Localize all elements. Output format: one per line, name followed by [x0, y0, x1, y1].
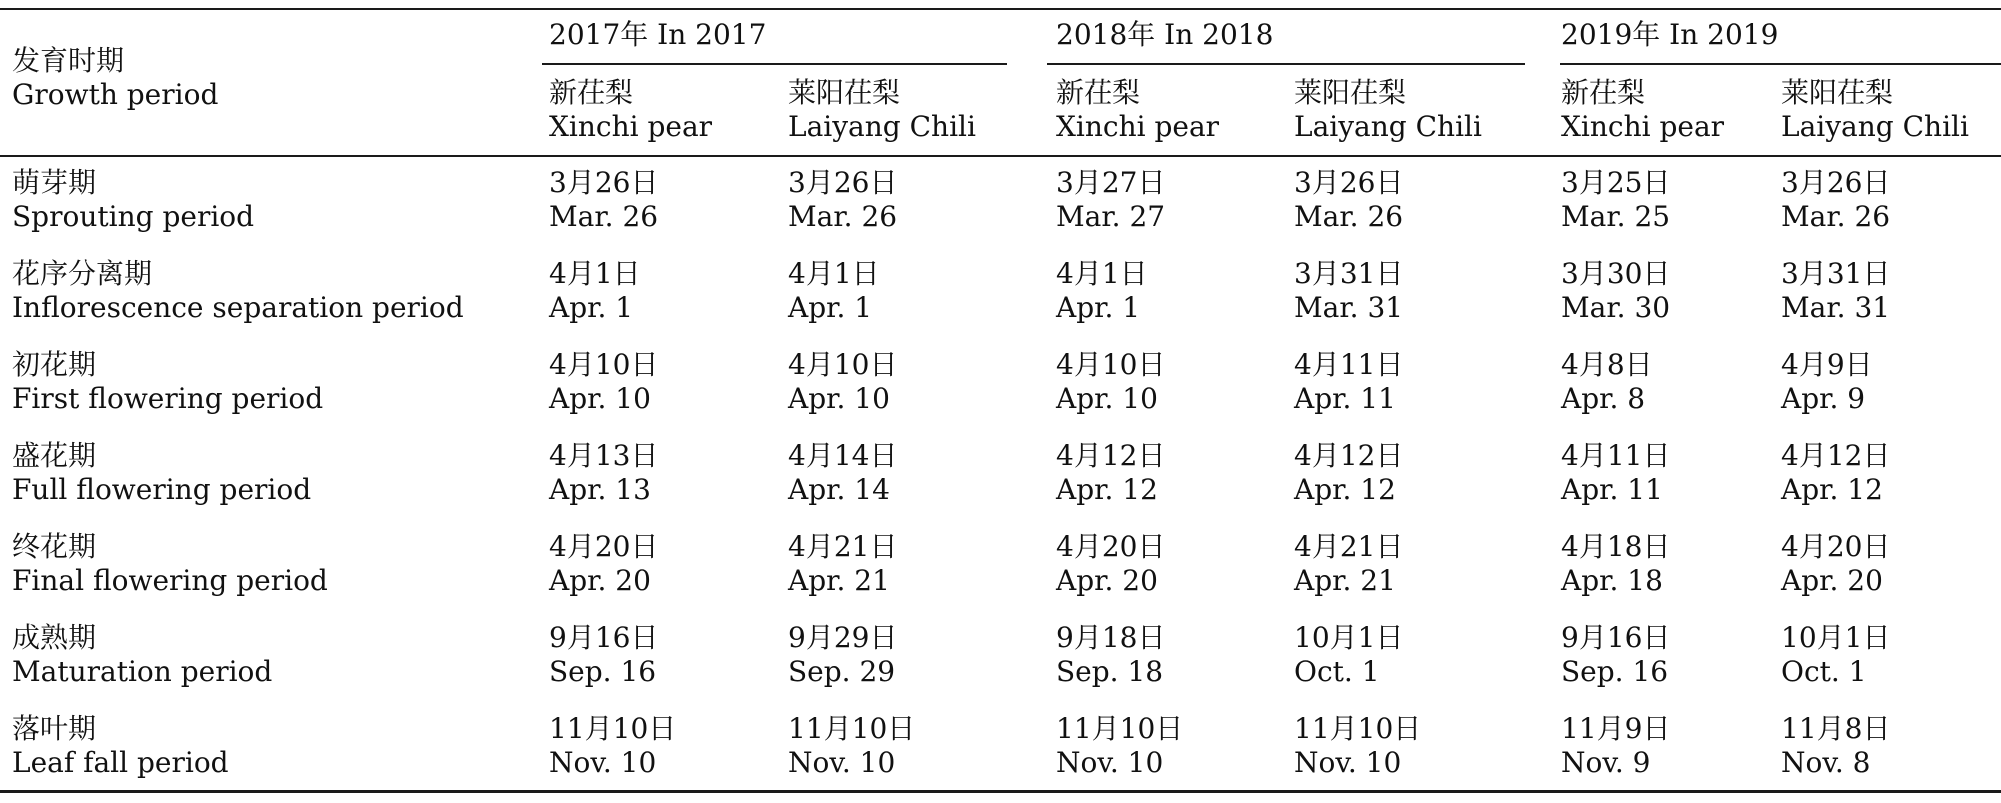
date-cell	[549, 712, 676, 780]
date-cell	[549, 257, 641, 325]
date-zh: 3月26日	[549, 166, 659, 199]
date-cell	[1781, 621, 1890, 689]
date-en: Nov. 9	[1561, 746, 1651, 779]
date-cell	[1294, 166, 1403, 234]
date-cell	[788, 621, 897, 689]
year-2017-header: 2017年 In 2017	[549, 18, 767, 51]
cultivar-header-2017-xinchi	[549, 76, 712, 144]
date-zh: 3月25日	[1561, 166, 1671, 199]
date-en: Apr. 18	[1561, 564, 1663, 597]
growth-period-header-zh: 发育时期	[12, 44, 125, 77]
date-en: Nov. 10	[1056, 746, 1164, 779]
date-cell	[788, 530, 897, 598]
date-en: Mar. 30	[1561, 291, 1671, 324]
date-en: Apr. 14	[788, 473, 890, 506]
period-label-en: Sprouting period	[12, 200, 255, 233]
year-2018-header: 2018年 In 2018	[1056, 18, 1274, 51]
cultivar-header-en: Laiyang Chili	[1781, 110, 1969, 143]
date-zh: 3月26日	[1781, 166, 1891, 199]
date-zh: 4月21日	[1294, 530, 1404, 563]
date-en: Apr. 1	[1056, 291, 1141, 324]
date-en: Mar. 25	[1561, 200, 1671, 233]
cultivar-header-2018-laiyang	[1294, 76, 1482, 144]
date-en: Apr. 20	[1056, 564, 1158, 597]
date-zh: 11月9日	[1561, 712, 1671, 745]
date-cell	[1561, 712, 1670, 780]
date-cell	[549, 348, 658, 416]
date-zh: 4月14日	[788, 439, 898, 472]
period-label-en: Inflorescence separation period	[12, 291, 464, 324]
date-cell	[1056, 257, 1148, 325]
date-cell	[788, 348, 897, 416]
date-cell	[1294, 621, 1403, 689]
date-zh: 3月31日	[1294, 257, 1404, 290]
table-row-final-flowering-label	[12, 530, 328, 598]
table-top-rule	[0, 8, 2001, 10]
date-cell	[1561, 530, 1670, 598]
period-label-zh: 萌芽期	[12, 166, 97, 199]
table-row-full-flowering-label	[12, 439, 311, 507]
cultivar-header-zh: 新茌梨	[549, 76, 634, 109]
table-row-inflorescence-label	[12, 257, 464, 325]
date-en: Mar. 31	[1781, 291, 1891, 324]
cultivar-header-2018-xinchi	[1056, 76, 1219, 144]
date-zh: 4月1日	[788, 257, 880, 290]
date-cell	[1781, 348, 1873, 416]
date-en: Apr. 10	[549, 382, 651, 415]
date-cell	[1294, 439, 1403, 507]
date-cell	[1781, 530, 1890, 598]
date-en: Oct. 1	[1294, 655, 1380, 688]
date-cell	[1561, 439, 1670, 507]
date-cell	[1561, 621, 1670, 689]
date-cell	[788, 166, 897, 234]
cultivar-header-zh: 莱阳茌梨	[1294, 76, 1407, 109]
cultivar-header-2017-laiyang	[788, 76, 976, 144]
date-en: Apr. 9	[1781, 382, 1866, 415]
date-zh: 10月1日	[1294, 621, 1404, 654]
date-en: Apr. 12	[1781, 473, 1883, 506]
growth-period-header-en: Growth period	[12, 78, 219, 111]
period-label-zh: 成熟期	[12, 621, 97, 654]
date-zh: 4月18日	[1561, 530, 1671, 563]
date-zh: 3月31日	[1781, 257, 1891, 290]
date-zh: 4月11日	[1561, 439, 1671, 472]
date-cell	[788, 712, 915, 780]
date-en: Nov. 10	[549, 746, 657, 779]
date-zh: 4月1日	[549, 257, 641, 290]
date-zh: 4月12日	[1294, 439, 1404, 472]
date-en: Apr. 20	[549, 564, 651, 597]
date-cell	[1781, 439, 1890, 507]
date-zh: 11月10日	[549, 712, 677, 745]
cultivar-header-zh: 新茌梨	[1056, 76, 1141, 109]
date-cell	[1561, 257, 1670, 325]
date-zh: 11月10日	[788, 712, 916, 745]
table-row-maturation-label	[12, 621, 272, 689]
growth-period-header	[12, 44, 218, 112]
date-zh: 4月11日	[1294, 348, 1404, 381]
period-label-zh: 落叶期	[12, 712, 97, 745]
date-en: Apr. 20	[1781, 564, 1883, 597]
cultivar-header-en: Laiyang Chili	[788, 110, 976, 143]
date-en: Apr. 1	[788, 291, 873, 324]
date-en: Mar. 27	[1056, 200, 1166, 233]
date-en: Mar. 31	[1294, 291, 1404, 324]
date-en: Nov. 8	[1781, 746, 1871, 779]
date-cell	[1561, 166, 1670, 234]
date-en: Mar. 26	[1294, 200, 1404, 233]
header-bottom-rule	[0, 155, 2001, 157]
date-cell	[1056, 166, 1165, 234]
date-zh: 9月29日	[788, 621, 898, 654]
date-cell	[549, 621, 658, 689]
date-zh: 4月12日	[1781, 439, 1891, 472]
date-zh: 4月20日	[1781, 530, 1891, 563]
date-zh: 3月30日	[1561, 257, 1671, 290]
date-en: Apr. 11	[1294, 382, 1396, 415]
period-label-zh: 初花期	[12, 348, 97, 381]
date-en: Mar. 26	[1781, 200, 1891, 233]
date-cell	[1294, 348, 1403, 416]
date-en: Apr. 10	[788, 382, 890, 415]
date-cell	[1781, 166, 1890, 234]
date-zh: 11月8日	[1781, 712, 1891, 745]
date-en: Sep. 16	[549, 655, 657, 688]
date-zh: 4月21日	[788, 530, 898, 563]
date-zh: 10月1日	[1781, 621, 1891, 654]
date-en: Apr. 21	[788, 564, 890, 597]
year-2019-rule	[1560, 63, 2001, 65]
date-zh: 4月10日	[788, 348, 898, 381]
date-zh: 4月9日	[1781, 348, 1873, 381]
date-zh: 9月16日	[1561, 621, 1671, 654]
date-en: Apr. 1	[549, 291, 634, 324]
date-en: Apr. 12	[1294, 473, 1396, 506]
table-row-first-flowering-label	[12, 348, 323, 416]
table-row-sprouting-label	[12, 166, 254, 234]
date-en: Apr. 11	[1561, 473, 1663, 506]
date-en: Apr. 21	[1294, 564, 1396, 597]
date-cell	[549, 439, 658, 507]
date-en: Nov. 10	[1294, 746, 1402, 779]
date-cell	[1056, 712, 1183, 780]
period-label-en: Maturation period	[12, 655, 273, 688]
period-label-zh: 花序分离期	[12, 257, 153, 290]
cultivar-header-en: Laiyang Chili	[1294, 110, 1482, 143]
date-zh: 3月26日	[1294, 166, 1404, 199]
date-en: Sep. 18	[1056, 655, 1164, 688]
date-zh: 4月13日	[549, 439, 659, 472]
date-en: Apr. 10	[1056, 382, 1158, 415]
cultivar-header-en: Xinchi pear	[1056, 110, 1220, 143]
date-zh: 4月10日	[1056, 348, 1166, 381]
period-label-en: First flowering period	[12, 382, 324, 415]
date-zh: 4月20日	[549, 530, 659, 563]
period-label-en: Full flowering period	[12, 473, 312, 506]
date-cell	[1294, 257, 1403, 325]
cultivar-header-zh: 莱阳茌梨	[1781, 76, 1894, 109]
date-en: Nov. 10	[788, 746, 896, 779]
date-cell	[549, 530, 658, 598]
date-en: Sep. 29	[788, 655, 896, 688]
date-en: Mar. 26	[549, 200, 659, 233]
date-zh: 4月20日	[1056, 530, 1166, 563]
year-2018-rule	[1047, 63, 1525, 65]
date-zh: 4月1日	[1056, 257, 1148, 290]
date-cell	[1056, 439, 1165, 507]
cultivar-header-2019-laiyang	[1781, 76, 1969, 144]
date-en: Apr. 13	[549, 473, 651, 506]
cultivar-header-en: Xinchi pear	[549, 110, 713, 143]
date-en: Apr. 12	[1056, 473, 1158, 506]
year-2019-header: 2019年 In 2019	[1561, 18, 1779, 51]
cultivar-header-zh: 新茌梨	[1561, 76, 1646, 109]
date-cell	[1056, 530, 1165, 598]
date-zh: 11月10日	[1294, 712, 1422, 745]
date-cell	[1294, 530, 1403, 598]
date-cell	[1561, 348, 1653, 416]
date-zh: 4月10日	[549, 348, 659, 381]
date-cell	[1781, 257, 1890, 325]
date-cell	[549, 166, 658, 234]
cultivar-header-zh: 莱阳茌梨	[788, 76, 901, 109]
date-cell	[1056, 621, 1165, 689]
period-label-en: Leaf fall period	[12, 746, 229, 779]
table-row-leaf-fall-label	[12, 712, 229, 780]
date-cell	[788, 257, 880, 325]
cultivar-header-2019-xinchi	[1561, 76, 1724, 144]
date-cell	[1294, 712, 1421, 780]
year-2017-rule	[542, 63, 1007, 65]
date-zh: 11月10日	[1056, 712, 1184, 745]
period-label-zh: 盛花期	[12, 439, 97, 472]
date-zh: 3月26日	[788, 166, 898, 199]
table-bottom-rule	[0, 790, 2001, 793]
cultivar-header-en: Xinchi pear	[1561, 110, 1725, 143]
date-en: Mar. 26	[788, 200, 898, 233]
date-zh: 4月8日	[1561, 348, 1653, 381]
period-label-en: Final flowering period	[12, 564, 328, 597]
date-zh: 3月27日	[1056, 166, 1166, 199]
date-cell	[788, 439, 897, 507]
date-cell	[1056, 348, 1165, 416]
period-label-zh: 终花期	[12, 530, 97, 563]
date-en: Apr. 8	[1561, 382, 1646, 415]
date-en: Oct. 1	[1781, 655, 1867, 688]
date-zh: 9月16日	[549, 621, 659, 654]
date-cell	[1781, 712, 1890, 780]
date-zh: 4月12日	[1056, 439, 1166, 472]
date-en: Sep. 16	[1561, 655, 1669, 688]
date-zh: 9月18日	[1056, 621, 1166, 654]
